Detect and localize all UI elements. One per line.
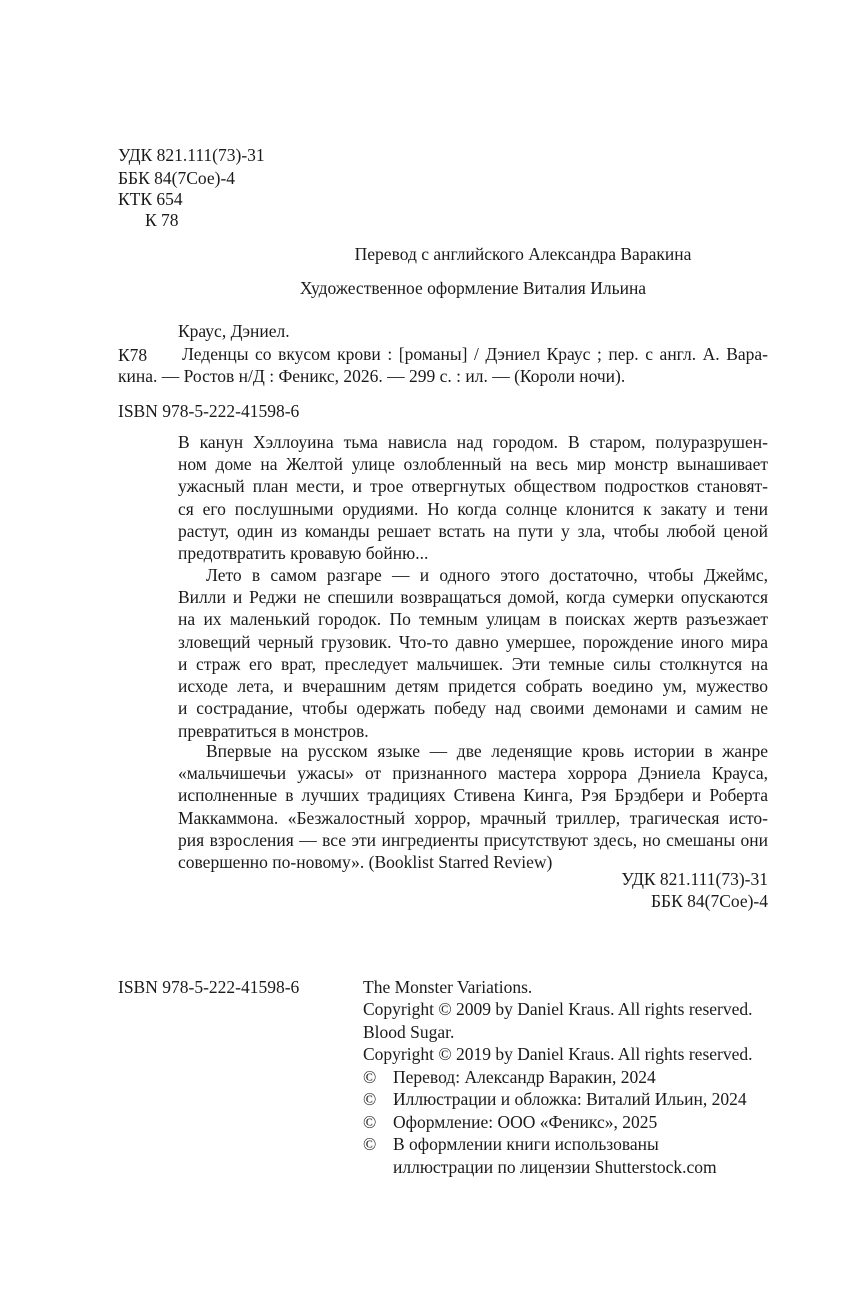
bibliographic-line: кина. — Ростов н/Д : Феникс, 2026. — 299 с. : ил. — (Короли ночи). xyxy=(118,366,626,386)
annotation-line: Маккаммона. «Безжалостный хоррор, мрачный триллер, трагическая исто- xyxy=(178,807,768,828)
rights-line: The Monster Variations. xyxy=(363,977,533,997)
author-mark: К 78 xyxy=(145,210,179,230)
annotation-paragraph-3-first xyxy=(206,740,768,762)
isbn-bibliographic: ISBN 978-5-222-41598-6 xyxy=(118,401,300,421)
annotation-paragraph-2 xyxy=(178,586,768,742)
bbk-code: ББК 84(7Сое)-4 xyxy=(118,168,236,188)
rights-line: Copyright © 2019 by Daniel Kraus. All rights reserved. xyxy=(363,1044,753,1064)
copyright-symbol: © xyxy=(363,1112,377,1132)
annotation-line: «мальчишечьи ужасы» от признанного мастера хоррора Дэниела Крауса, xyxy=(178,763,768,783)
annotation-paragraph-2-first xyxy=(206,564,768,586)
annotation-line: Вилли и Реджи не спешили возвращаться домой, когда сумерки опускаются xyxy=(178,587,768,607)
rights-line: Blood Sugar. xyxy=(363,1022,455,1042)
copyright-symbol: © xyxy=(363,1067,377,1087)
rights-line: Copyright © 2009 by Daniel Kraus. All rights reserved. xyxy=(363,999,753,1019)
bibliographic-description xyxy=(182,343,768,365)
annotation-line: Впервые на русском языке — две леденящие кровь истории в жанре xyxy=(206,741,768,761)
annotation-line: на их маленький городок. По темным улицам в поисках жертв разъезжает xyxy=(178,609,768,630)
annotation-line: и сострадание, чтобы одержать победу над своими демонами и самим не xyxy=(178,698,768,719)
annotation-paragraph-1-first xyxy=(178,431,768,453)
copyright-item: Оформление: ООО «Феникс», 2025 xyxy=(393,1112,658,1132)
annotation-line: рия взросления — все эти ингредиенты присутствуют здесь, но смешаны они xyxy=(178,829,768,850)
annotation-line: ся его послушными орудиями. Но когда солнце клонится к закату и тени xyxy=(178,498,768,519)
design-credit: Художественное оформление Виталия Ильина xyxy=(299,278,647,298)
annotation-line: В канун Хэллоуина тьма нависла над городом. В старом, полуразрушен- xyxy=(178,432,768,452)
license-notice-line: иллюстрации по лицензии Shutterstock.com xyxy=(393,1157,717,1177)
annotation-line: предотвратить кровавую бойню... xyxy=(178,543,429,564)
translation-credit: Перевод с английского Александра Варакина xyxy=(354,244,692,264)
annotation-line: растут, один из команды решает встать на пути у зла, чтобы любой ценой xyxy=(178,520,768,541)
copyright-symbol: © xyxy=(363,1089,377,1109)
license-notice-line: В оформлении книги использованы xyxy=(393,1134,659,1154)
annotation-paragraph-3 xyxy=(178,762,768,873)
copyright-item: Иллюстрации и обложка: Виталий Ильин, 2024 xyxy=(393,1089,747,1109)
udk-code: УДК 821.111(73)-31 xyxy=(118,145,265,165)
annotation-line: совершенно по-новому». (Booklist Starred Review) xyxy=(178,852,553,873)
copyright-item: Перевод: Александр Варакин, 2024 xyxy=(393,1067,656,1087)
annotation-line: ном доме на Желтой улице озлобленный на весь мир монстр вынашивает xyxy=(178,454,768,474)
bibliographic-description-cont xyxy=(118,365,768,387)
isbn-footer: ISBN 978-5-222-41598-6 xyxy=(118,977,300,997)
annotation-line: исходе лета, и вчерашним детям придется собрать воедино ум, мужество xyxy=(178,676,768,697)
copyright-symbol: © xyxy=(363,1134,377,1154)
annotation-line: ужасный план мести, и трое отвергнутых обществом подростков становят- xyxy=(178,476,768,497)
annotation-line: превратиться в монстров. xyxy=(178,720,369,741)
annotation-bbk: ББК 84(7Сое)-4 xyxy=(650,891,768,911)
annotation-line: исполненные в лучших традициях Стивена Кинга, Рэя Брэдбери и Роберта xyxy=(178,785,768,806)
annotation-udk: УДК 821.111(73)-31 xyxy=(621,869,768,889)
bibliographic-mark: К78 xyxy=(118,345,148,365)
annotation-line: Лето в самом разгаре — и одного этого достаточно, чтобы Джеймс, xyxy=(206,565,768,585)
annotation-paragraph-1 xyxy=(178,453,768,564)
bibliographic-line: Леденцы со вкусом крови : [романы] / Дэниел Краус ; пер. с англ. А. Вара- xyxy=(182,344,768,364)
annotation-line: зловещий черный грузовик. Что-то давно умершее, порождение иного мира xyxy=(178,631,768,652)
author-heading: Краус, Дэниел. xyxy=(178,321,290,341)
ktk-code: КТК 654 xyxy=(118,189,183,209)
annotation-line: и страж его врат, преследует мальчишек. Эти темные силы столкнутся на xyxy=(178,653,768,674)
